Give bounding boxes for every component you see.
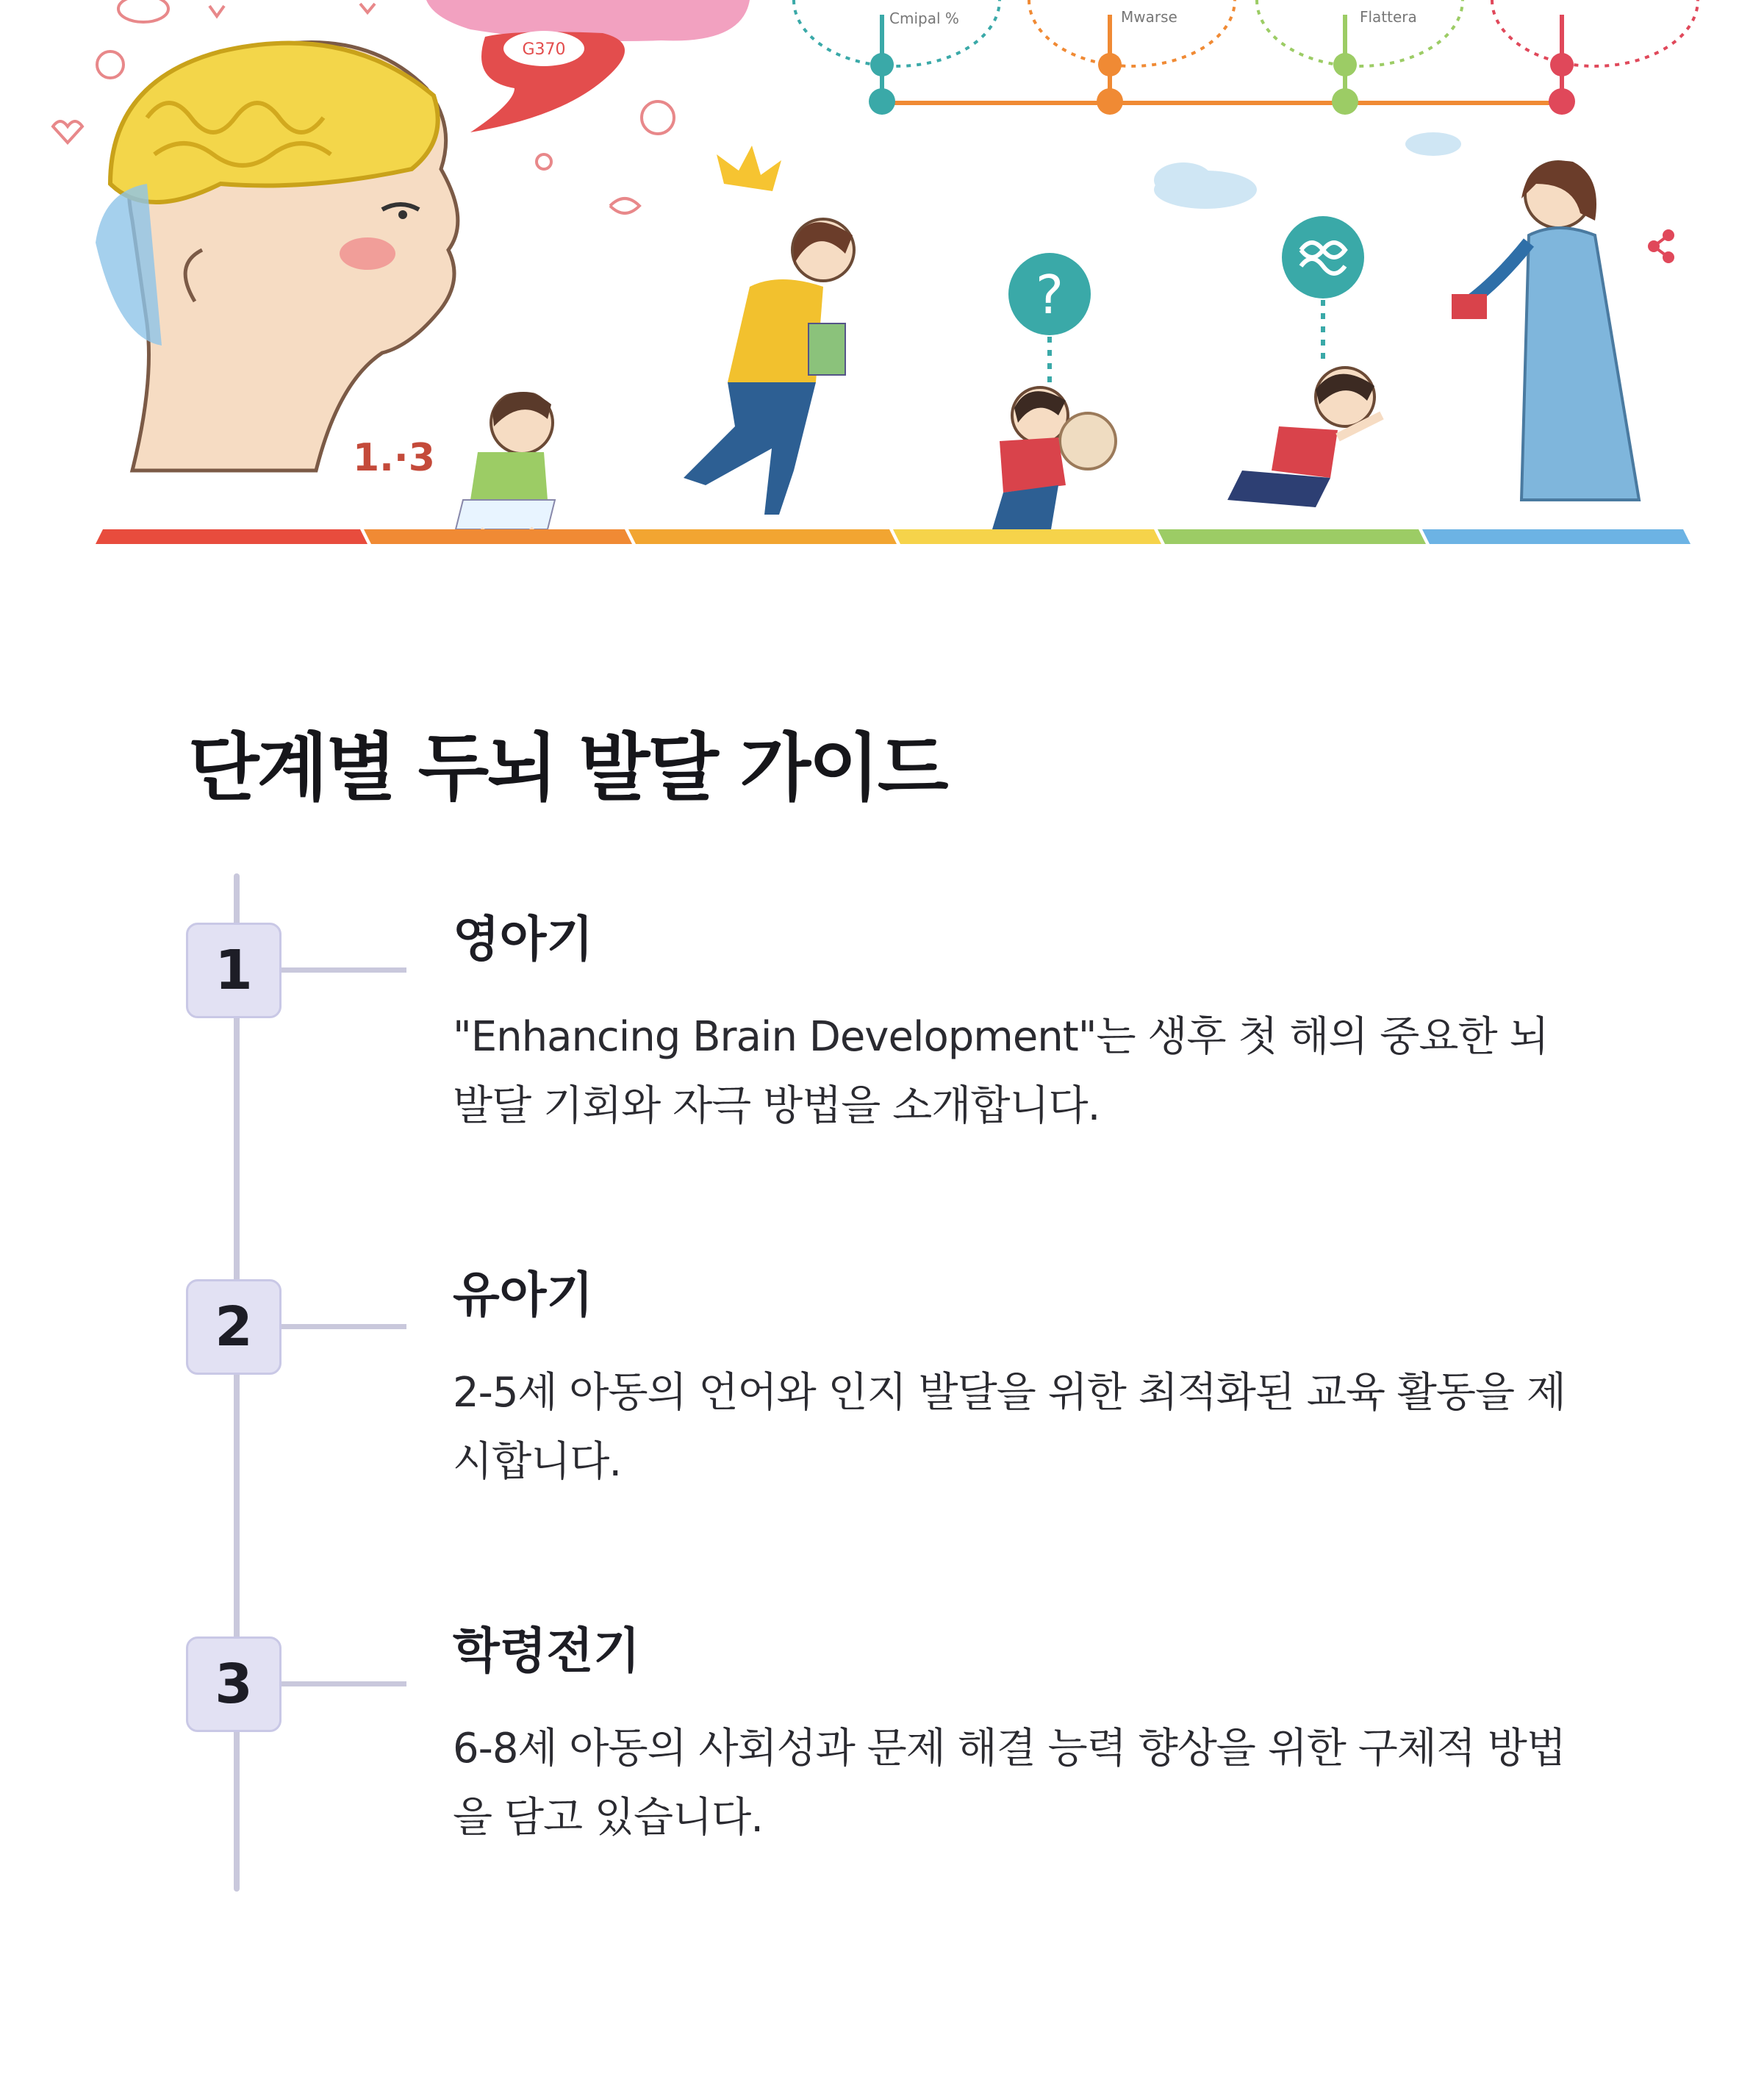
step-number-badge: 2 [186, 1279, 282, 1375]
hero-illustration [0, 0, 1764, 559]
step-title: 학령전기 [453, 1623, 641, 1679]
step-connector [282, 1681, 406, 1686]
step-connector [282, 1324, 406, 1329]
step-title: 영아기 [453, 911, 594, 967]
step-number-badge: 3 [186, 1636, 282, 1732]
step-connector [282, 967, 406, 973]
diagram-label-2: Mwarse [1121, 8, 1177, 26]
step-description: 2-5세 아동의 언어와 인지 발달을 위한 최적화된 교육 활동을 제시합니다. [453, 1369, 1566, 1486]
svg-text:?: ? [1035, 264, 1064, 326]
diagram-label-1: Cmipal % [889, 10, 959, 27]
age-range-label: 1.·3 [353, 436, 435, 480]
diagram-label-3: Flattera [1360, 8, 1417, 26]
brain-development-illustration [0, 0, 1764, 559]
page-title: 단계별 두뇌 발달 가이드 [188, 725, 947, 811]
step-description: "Enhancing Brain Development"는 생후 첫 해의 중요한 뇌 발달 기회와 자극 방법을 소개합니다. [453, 1013, 1549, 1130]
timeline-line [234, 873, 240, 1892]
step-number-badge: 1 [186, 923, 282, 1018]
step-description: 6-8세 아동의 사회성과 문제 해결 능력 향상을 위한 구체적 방법을 담고 있습니다. [453, 1725, 1566, 1842]
step-title: 유아기 [453, 1267, 594, 1323]
svg-text:G370: G370 [522, 40, 566, 59]
